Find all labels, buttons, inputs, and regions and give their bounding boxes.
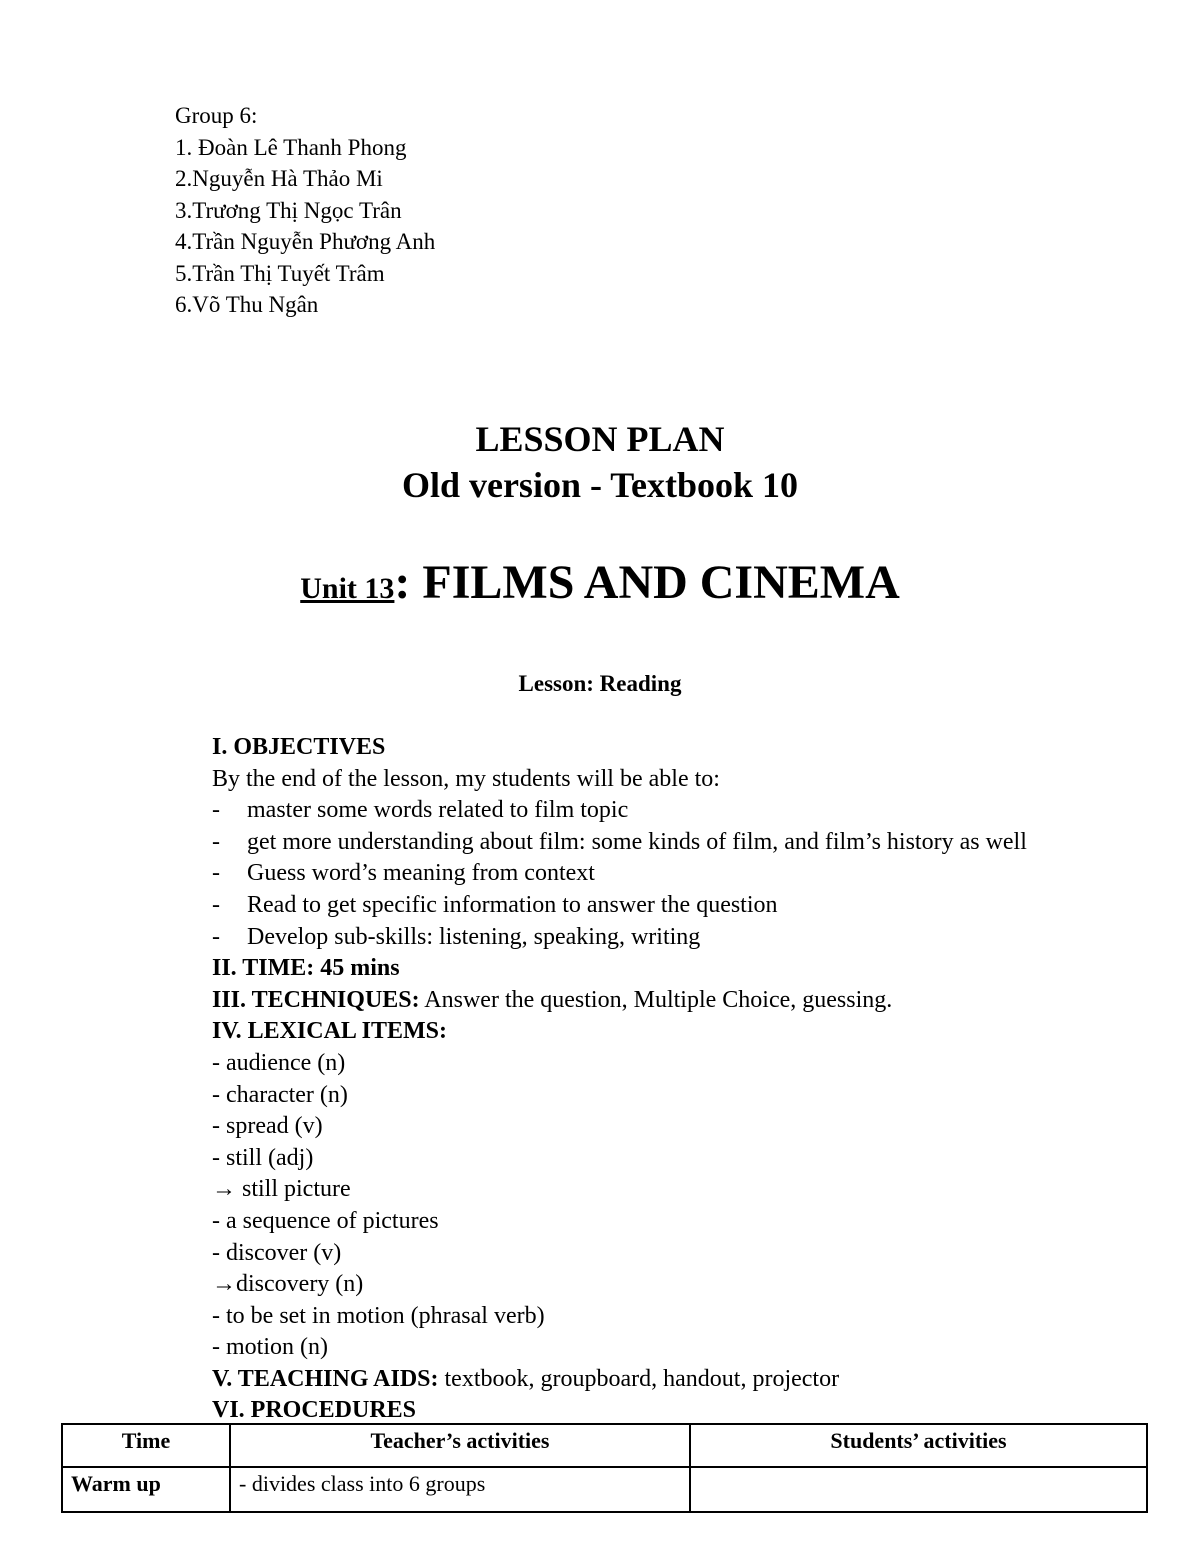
unit-title: FILMS AND CINEMA (410, 556, 900, 609)
objective-item (212, 795, 1172, 827)
group-members-block (175, 100, 435, 321)
table-cell-time: Warm up (62, 1467, 230, 1512)
techniques-label: III. TECHNIQUES: (212, 986, 420, 1013)
group-member: 4.Trần Nguyễn Phương Anh (175, 229, 436, 254)
dash-marker: - (212, 923, 220, 950)
techniques-line (212, 985, 1172, 1017)
lesson-body (212, 732, 1172, 1427)
objectives-intro: By the end of the lesson, my students will be able to: (212, 765, 720, 792)
table-cell-teacher: - divides class into 6 groups (230, 1467, 690, 1512)
lexical-item: - to be set in motion (phrasal verb) (212, 1302, 545, 1329)
lexical-heading: IV. LEXICAL ITEMS: (212, 1018, 447, 1045)
table-row (62, 1467, 1147, 1512)
objective-text: Read to get specific information to answer the question (247, 891, 778, 918)
doc-title: LESSON PLAN (475, 419, 725, 459)
table-cell-students (690, 1467, 1147, 1512)
lexical-item: - a sequence of pictures (212, 1207, 439, 1234)
time-heading: II. TIME: 45 mins (212, 955, 400, 982)
lexical-item: → still picture (212, 1176, 351, 1203)
aids-value: textbook, groupboard, handout, projector (438, 1365, 840, 1392)
dash-marker: - (212, 797, 220, 824)
aids-label: V. TEACHING AIDS: (212, 1365, 439, 1392)
lexical-item: - character (n) (212, 1081, 348, 1108)
dash-marker: - (212, 860, 220, 887)
techniques-value: Answer the question, Multiple Choice, guessing. (419, 986, 893, 1013)
dash-marker: - (212, 828, 220, 855)
lexical-item: - still (adj) (212, 1144, 314, 1171)
lexical-item: - motion (n) (212, 1334, 328, 1361)
objective-item (212, 827, 1172, 859)
lexical-item: - spread (v) (212, 1113, 323, 1140)
objective-text: get more understanding about film: some kinds of film, and film’s history as well (247, 828, 1027, 855)
dash-marker: - (212, 891, 220, 918)
table-header-row (62, 1424, 1147, 1467)
lexical-item: →discovery (n) (212, 1271, 364, 1298)
lexical-item: - discover (v) (212, 1239, 342, 1266)
procedures-table (61, 1423, 1148, 1513)
group-member: 5.Trần Thị Tuyết Trâm (175, 260, 385, 286)
objective-item (212, 922, 1172, 954)
column-header-students: Students’ activities (690, 1424, 1147, 1467)
objective-text: Guess word’s meaning from context (247, 860, 595, 887)
group-heading: Group 6: (175, 103, 258, 128)
lesson-label: Lesson: Reading (518, 671, 682, 696)
unit-colon: : (394, 556, 411, 609)
objective-item (212, 858, 1172, 890)
objective-text: Develop sub-skills: listening, speaking, writing (247, 923, 701, 950)
group-member: 2.Nguyễn Hà Thảo Mi (175, 166, 383, 191)
unit-heading (0, 555, 1200, 610)
procedures-heading: VI. PROCEDURES (212, 1397, 417, 1424)
objectives-heading: I. OBJECTIVES (212, 734, 386, 760)
group-member: 3.Trương Thị Ngọc Trân (175, 197, 402, 223)
group-member: 1. Đoàn Lê Thanh Phong (175, 134, 407, 160)
aids-line (212, 1364, 1172, 1396)
column-header-time: Time (62, 1424, 230, 1467)
group-member: 6.Võ Thu Ngân (175, 292, 319, 317)
objective-text: master some words related to film topic (247, 797, 629, 824)
unit-number: Unit 13 (300, 572, 395, 605)
objective-item (212, 890, 1172, 922)
column-header-teacher: Teacher’s activities (230, 1424, 690, 1467)
lexical-item: - audience (n) (212, 1049, 346, 1076)
doc-subtitle: Old version - Textbook 10 (401, 465, 799, 505)
